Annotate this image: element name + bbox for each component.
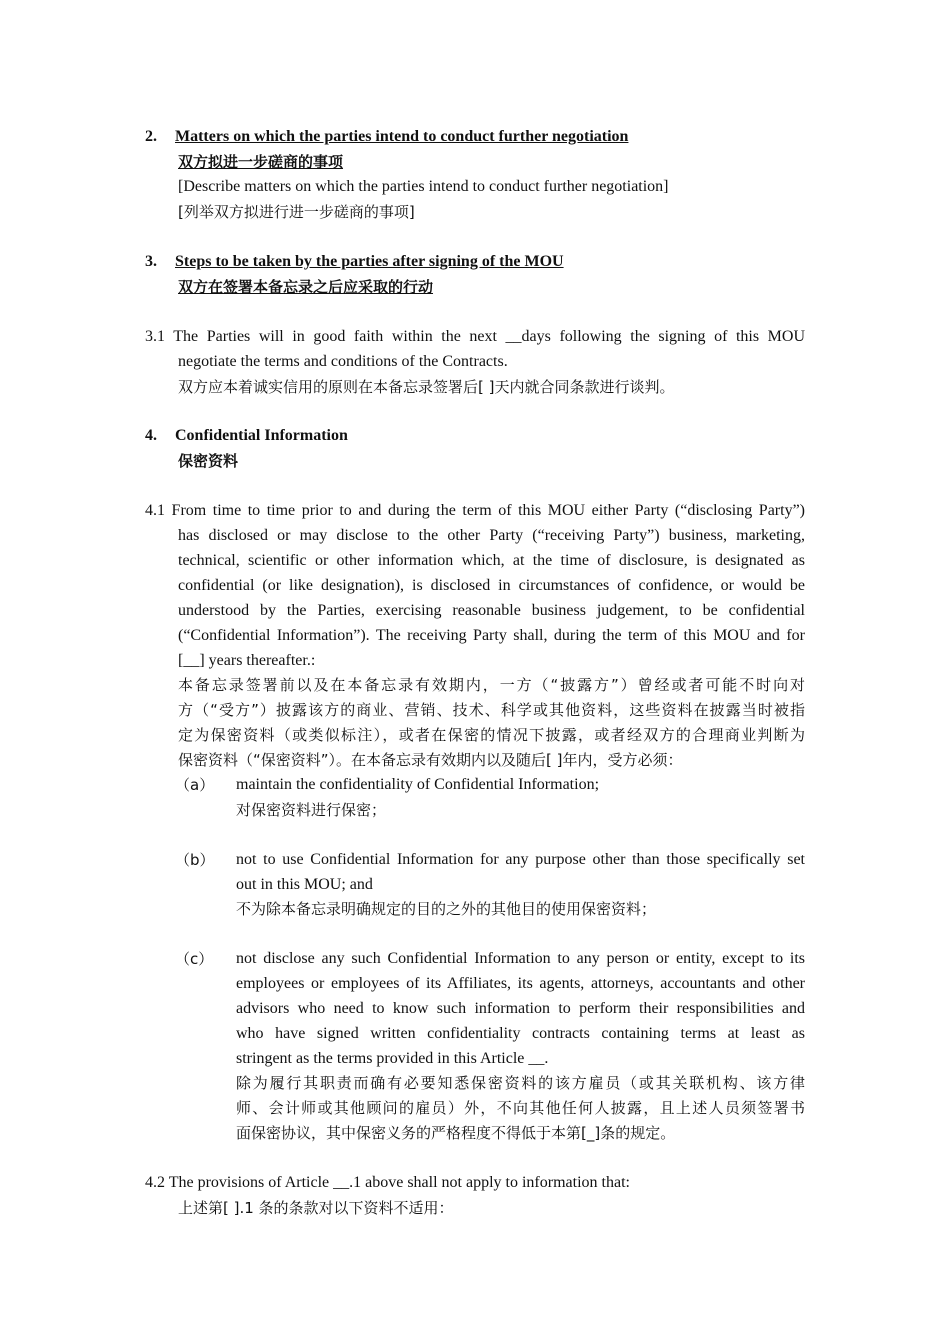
item-c-cn-line: 面保密协议，其中保密义务的严格程度不得低于本第[_]条的规定。 bbox=[236, 1124, 676, 1142]
clause-4-2-cn: 上述第[ ].1 条的条款对以下资料不适用： bbox=[178, 1199, 454, 1217]
item-c-en-line: advisors who need to know such information to perform their responsibilities and bbox=[236, 1000, 805, 1017]
item-c-cn-line: 师、会计师或其他顾问的雇员）外，不向其他任何人披露，且上述人员须签署书 bbox=[236, 1099, 805, 1117]
item-c-en-line: stringent as the terms provided in this Article __. bbox=[236, 1050, 549, 1067]
clause-4-1-en-line: technical, scientific or other information which, at the time of disclosure, is designated as bbox=[178, 552, 805, 569]
clause-4-1-cn-line: 定为保密资料（或类似标注），或者在保密的情况下披露，或者经双方的合理商业判断为 bbox=[178, 726, 805, 744]
item-c-en-line: employees or employees of its Affiliates, its agents, attorneys, accountants and other bbox=[236, 975, 805, 992]
clause-4-1-cn-line: 保密资料（“保密资料”）。在本备忘录有效期内以及随后[ ]年内，受方必须： bbox=[178, 751, 683, 769]
section-2-body-en: [Describe matters on which the parties intend to conduct further negotiation] bbox=[178, 178, 669, 195]
clause-4-1-en-line: has disclosed or may disclose to the other Party (“receiving Party”) business, marketing, bbox=[178, 527, 805, 544]
section-3-title-cn: 双方在签署本备忘录之后应采取的行动 bbox=[178, 278, 434, 296]
item-a-label: （a） bbox=[175, 776, 215, 794]
section-2-title-cn: 双方拟进一步磋商的事项 bbox=[178, 153, 344, 171]
item-b-label: （b） bbox=[175, 851, 215, 869]
section-4-number: 4. bbox=[145, 427, 157, 444]
item-a-cn: 对保密资料进行保密； bbox=[236, 801, 387, 819]
clause-4-1-en-line: understood by the Parties, exercising reasonable business judgement, to be confidential bbox=[178, 602, 805, 619]
section-3-title-en: Steps to be taken by the parties after signing of the MOU bbox=[175, 253, 564, 270]
item-c-label: （c） bbox=[175, 950, 214, 968]
item-b-en-line: not to use Confidential Information for any purpose other than those specifically set bbox=[236, 851, 805, 868]
item-b-cn: 不为除本备忘录明确规定的目的之外的其他目的使用保密资料； bbox=[236, 900, 657, 918]
clause-3-1-line-2: negotiate the terms and conditions of the Contracts. bbox=[178, 353, 508, 370]
clause-3-1-cn: 双方应本着诚实信用的原则在本备忘录签署后[ ]天内就合同条款进行谈判。 bbox=[178, 378, 675, 396]
clause-3-1-line-1: 3.1 The Parties will in good faith within the next __days following the signing of this MOU bbox=[145, 328, 805, 345]
item-b-en-line: out in this MOU; and bbox=[236, 876, 373, 893]
section-4-title-en: Confidential Information bbox=[175, 427, 348, 444]
clause-4-2-en: 4.2 The provisions of Article __.1 above shall not apply to information that: bbox=[145, 1174, 630, 1191]
item-c-cn-line: 除为履行其职责而确有必要知悉保密资料的该方雇员（或其关联机构、该方律 bbox=[236, 1074, 805, 1092]
clause-4-1-en-line: (“Confidential Information”). The receiving Party shall, during the term of this MOU and for bbox=[178, 627, 805, 644]
section-2-number: 2. bbox=[145, 128, 157, 145]
item-c-en-line: who have signed written confidentiality contracts containing terms at least as bbox=[236, 1025, 805, 1042]
section-2-body-cn: [列举双方拟进行进一步磋商的事项] bbox=[178, 203, 415, 221]
clause-4-1-en-line: [__] years thereafter.: bbox=[178, 652, 316, 669]
section-3-number: 3. bbox=[145, 253, 157, 270]
clause-4-1-en-line: 4.1 From time to time prior to and during the term of this MOU either Party (“disclosing Party”) bbox=[145, 502, 805, 519]
clause-4-1-cn-line: 方（“受方”）披露该方的商业、营销、技术、科学或其他资料，这些资料在披露当时被指 bbox=[178, 701, 805, 719]
section-4-title-cn: 保密资料 bbox=[178, 452, 239, 470]
clause-4-1-en-line: confidential (or like designation), is disclosed in circumstances of confidence, or would be bbox=[178, 577, 805, 594]
clause-4-1-cn-line: 本备忘录签署前以及在本备忘录有效期内，一方（“披露方”）曾经或者可能不时向对 bbox=[178, 676, 805, 694]
item-c-en-line: not disclose any such Confidential Information to any person or entity, except to its bbox=[236, 950, 805, 967]
section-2-title-en: Matters on which the parties intend to conduct further negotiation bbox=[175, 128, 629, 145]
item-a-en: maintain the confidentiality of Confidential Information; bbox=[236, 776, 600, 793]
